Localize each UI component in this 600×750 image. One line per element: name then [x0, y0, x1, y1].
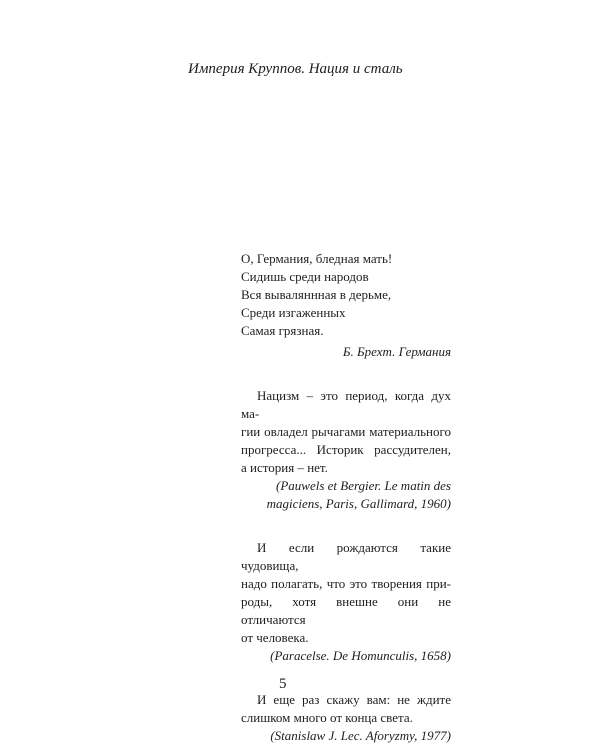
- quote-source: (Pauwels et Bergier. Le matin des: [276, 478, 451, 493]
- page-number: 5: [279, 676, 287, 692]
- quote-line: надо полагать, что это творения при-: [241, 576, 451, 591]
- quote-source: (Paracelse. De Homunculis, 1658): [270, 648, 451, 663]
- quote-line: слишком много от конца света.: [241, 710, 413, 725]
- poem-line: О, Германия, бледная мать!: [241, 251, 393, 266]
- poem-epigraph: [241, 250, 451, 361]
- quote-lec: [241, 691, 451, 745]
- quote-pauwels-bergier: [241, 387, 451, 513]
- poem-line: Сидишь среди народов: [241, 269, 369, 284]
- poem-attribution: Б. Брехт. Германия: [342, 344, 451, 359]
- quote-line: роды, хотя внешне они не отличаются: [241, 594, 451, 627]
- epigraphs: [241, 250, 451, 745]
- quote-line: Нацизм – это период, когда дух ма-: [241, 388, 451, 421]
- running-title: Империя Круппов. Нация и сталь: [188, 61, 403, 77]
- quote-line: прогресса... Историк рассудителен,: [241, 442, 451, 457]
- quote-paracelse: [241, 539, 451, 665]
- quote-source: (Stanislaw J. Lec. Aforyzmy, 1977): [270, 728, 451, 743]
- quote-source: magiciens, Paris, Gallimard, 1960): [266, 496, 451, 511]
- quote-line: а история – нет.: [241, 460, 328, 475]
- quote-line: И еще раз скажу вам: не ждите: [257, 692, 451, 707]
- quote-line: И если рождаются такие чудовища,: [241, 540, 451, 573]
- poem-line: Вся вываляннная в дерьме,: [241, 287, 392, 302]
- quote-line: гии овладел рычагами материального: [241, 424, 451, 439]
- poem-line: Самая грязная.: [241, 323, 324, 338]
- quote-line: от человека.: [241, 630, 309, 645]
- poem-line: Среди изгаженных: [241, 305, 346, 320]
